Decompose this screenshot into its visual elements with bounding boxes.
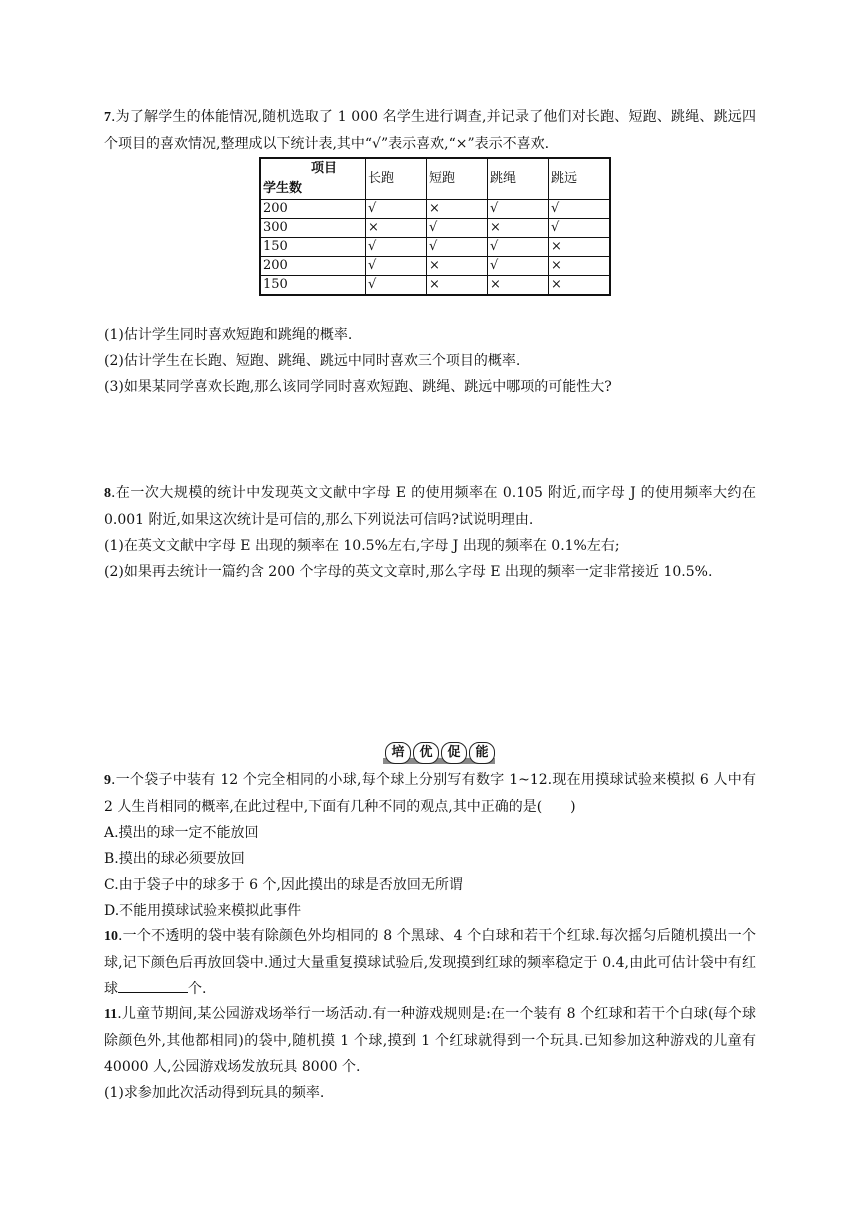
question-number: 9 <box>104 773 111 788</box>
corner-top-label: 项目 <box>310 161 337 176</box>
table-cell: √ <box>488 238 549 257</box>
section-banner <box>383 742 495 766</box>
table-cell: 150 <box>260 276 366 296</box>
sub-question: (2)估计学生在长跑、短跑、跳绳、跳远中同时喜欢三个项目的概率. <box>104 353 521 369</box>
column-header: 跳绳 <box>488 158 549 200</box>
table-cell: × <box>488 276 549 296</box>
table-cell: 300 <box>260 219 366 238</box>
table-cell: × <box>366 219 427 238</box>
table-row <box>260 200 610 219</box>
table-cell: √ <box>366 257 427 276</box>
table-cell: √ <box>366 200 427 219</box>
table-cell: 200 <box>260 257 366 276</box>
question-7 <box>104 104 756 157</box>
column-header: 长跑 <box>366 158 427 200</box>
question-11-stem <box>104 1001 756 1080</box>
table-row <box>260 276 610 296</box>
question-10-stem <box>104 923 756 1002</box>
table-row <box>260 238 610 257</box>
corner-bottom-label: 学生数 <box>263 181 303 196</box>
option-d: D.不能用摸球试验来模拟此事件 <box>104 903 302 919</box>
table-cell: √ <box>427 219 488 238</box>
stem-tail: 个. <box>188 981 207 997</box>
stem-text: .在一次大规模的统计中发现英文文献中字母 E 的使用频率在 0.105 附近,而字母 J 的使用频率大约在 0.001 附近,如果这次统计是可信的,那么下列说法可信吗?试说明理由. <box>104 485 756 528</box>
column-header: 短跑 <box>427 158 488 200</box>
table-cell: √ <box>549 200 611 219</box>
question-8-stem <box>104 480 756 533</box>
column-header: 跳远 <box>549 158 611 200</box>
sub-question: (1)估计学生同时喜欢短跑和跳绳的概率. <box>104 327 353 343</box>
question-9 <box>104 767 756 924</box>
table-cell: √ <box>366 238 427 257</box>
table-cell: 150 <box>260 238 366 257</box>
question-number: 7 <box>104 110 111 125</box>
question-9-stem <box>104 767 756 820</box>
question-7-stem <box>104 104 756 157</box>
banner-char: 培 <box>385 742 411 764</box>
question-10 <box>104 923 756 1002</box>
stem-text: .一个袋子中装有 12 个完全相同的小球,每个球上分别写有数字 1~12.现在用摸球试验来模拟 6 人中有 2 人生肖相同的概率,在此过程中,下面有几种不同的观点,其中正确的是( ) <box>104 772 756 815</box>
banner-char: 优 <box>413 742 439 764</box>
table-cell: √ <box>366 276 427 296</box>
question-8 <box>104 480 756 585</box>
table-cell: × <box>427 257 488 276</box>
sub-question: (2)如果再去统计一篇约含 200 个字母的英文文章时,那么字母 E 出现的频率一定非常接近 10.5%. <box>104 564 713 580</box>
banner-char: 促 <box>441 742 467 764</box>
question-number: 8 <box>104 486 111 501</box>
table-cell: × <box>427 200 488 219</box>
table-cell: √ <box>427 238 488 257</box>
option-c: C.由于袋子中的球多于 6 个,因此摸出的球是否放回无所谓 <box>104 877 463 893</box>
question-11 <box>104 1001 756 1106</box>
table-row <box>260 257 610 276</box>
table-header-row <box>260 158 610 200</box>
stem-text: .儿童节期间,某公园游戏场举行一场活动.有一种游戏规则是:在一个装有 8 个红球和若干个白球(每个球除颜色外,其他都相同)的袋中,随机摸 1 个球,摸到 1 个红球就得到一个玩具.已知参加这种游戏的儿童有 40000 人,公园游戏场发放玩具 8000 个. <box>104 1006 756 1075</box>
table-cell: × <box>549 276 611 296</box>
sub-question: (1)求参加此次活动得到玩具的频率. <box>104 1085 325 1101</box>
sub-question: (3)如果某同学喜欢长跑,那么该同学同时喜欢短跑、跳绳、跳远中哪项的可能性大? <box>104 379 612 395</box>
table-cell: √ <box>488 257 549 276</box>
question-7-parts <box>104 322 756 400</box>
stem-text: .为了解学生的体能情况,随机选取了 1 000 名学生进行调查,并记录了他们对长跑、短跑、跳绳、跳远四个项目的喜欢情况,整理成以下统计表,其中“√”表示喜欢,“×”表示不喜欢. <box>104 109 756 152</box>
table-cell: × <box>427 276 488 296</box>
sub-question: (1)在英文文献中字母 E 出现的频率在 10.5%左右,字母 J 出现的频率在 0.1%左右; <box>104 538 620 554</box>
table-cell: √ <box>549 219 611 238</box>
option-a: A.摸出的球一定不能放回 <box>104 825 259 841</box>
stem-text: .一个不透明的袋中装有除颜色外均相同的 8 个黑球、4 个白球和若干个红球.每次摇匀后随机摸出一个球,记下颜色后再放回袋中.通过大量重复摸球试验后,发现摸到红球的频率稳定于 0.4,由此可估计袋中有红球 <box>104 928 756 997</box>
survey-table <box>259 157 611 296</box>
answer-blank[interactable] <box>118 976 188 993</box>
table-corner-cell <box>260 158 366 200</box>
table-cell: 200 <box>260 200 366 219</box>
table-row <box>260 219 610 238</box>
banner-char: 能 <box>469 742 495 764</box>
table-cell: × <box>549 238 611 257</box>
table-cell: √ <box>488 200 549 219</box>
option-b: B.摸出的球必须要放回 <box>104 851 245 867</box>
table-cell: × <box>549 257 611 276</box>
question-number: 11 <box>104 1007 118 1022</box>
table-cell: × <box>488 219 549 238</box>
question-number: 10 <box>104 929 118 944</box>
